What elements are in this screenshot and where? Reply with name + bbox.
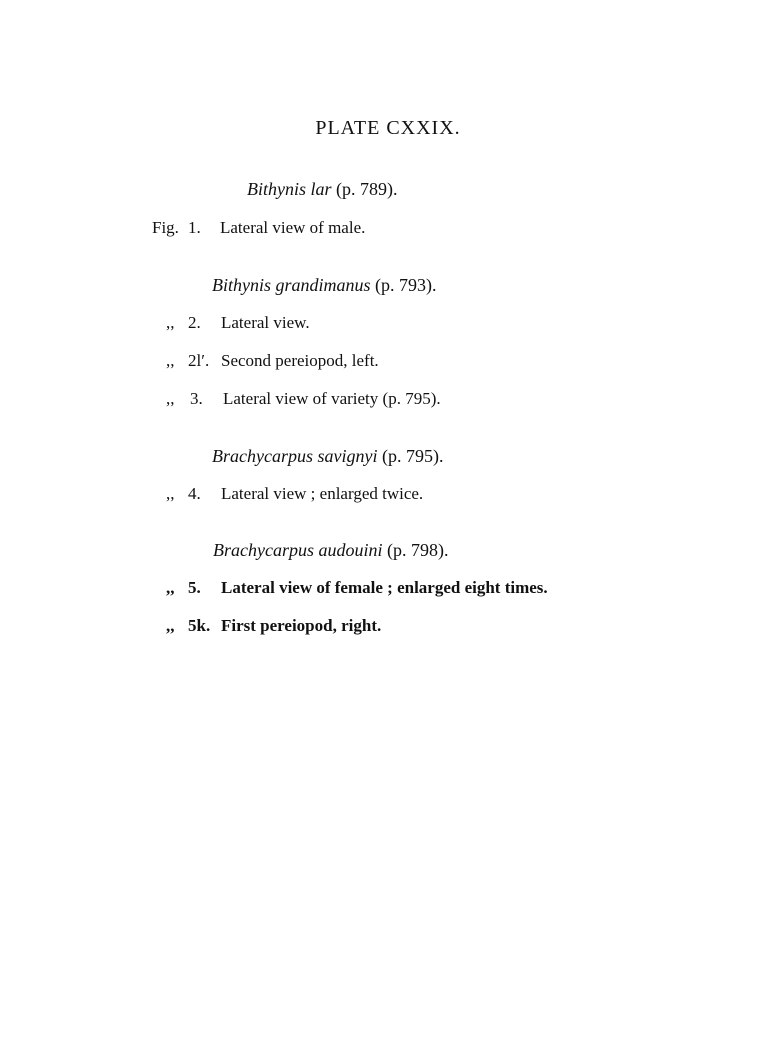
figure-number: 5. xyxy=(188,578,201,597)
figure-entry xyxy=(166,576,586,600)
figure-description: Lateral view of variety (p. 795). xyxy=(223,389,441,408)
figure-description: Lateral view. xyxy=(221,313,310,332)
page-reference: (p. 798). xyxy=(386,540,449,560)
species-heading xyxy=(212,275,437,296)
figure-description: First pereiopod, right. xyxy=(221,616,382,635)
figure-entry xyxy=(166,614,586,638)
species-heading xyxy=(212,446,443,467)
figure-number: 1. xyxy=(188,218,201,237)
figure-number: 3. xyxy=(190,389,203,408)
figure-entry xyxy=(166,311,566,335)
figure-prefix: ,, xyxy=(166,484,175,503)
species-heading xyxy=(247,179,398,200)
figure-prefix: ,, xyxy=(166,578,175,597)
figure-entry xyxy=(166,349,566,373)
figure-entry xyxy=(166,387,566,411)
figure-description: Lateral view of female ; enlarged eight times. xyxy=(221,578,548,597)
figure-number: 4. xyxy=(188,484,201,503)
species-name: Bithynis grandimanus xyxy=(212,275,371,295)
figure-prefix: ,, xyxy=(166,313,175,332)
figure-prefix: ,, xyxy=(166,351,175,370)
figure-entry xyxy=(152,216,552,240)
figure-prefix: ,, xyxy=(166,389,175,408)
page-reference: (p. 795). xyxy=(381,446,444,466)
figure-prefix: Fig. xyxy=(152,218,179,237)
figure-description: Lateral view of male. xyxy=(220,218,366,237)
figure-entry xyxy=(166,482,566,506)
figure-number: 2. xyxy=(188,313,201,332)
plate-title: PLATE CXXIX. xyxy=(315,117,461,139)
figure-number: 2l′. xyxy=(188,351,210,370)
figure-number: 5k. xyxy=(188,616,211,635)
figure-prefix: ,, xyxy=(166,616,175,635)
figure-description: Lateral view ; enlarged twice. xyxy=(221,484,424,503)
species-name: Brachycarpus audouini xyxy=(213,540,383,560)
species-name: Bithynis lar xyxy=(247,179,332,199)
species-heading xyxy=(213,540,448,561)
figure-description: Second pereiopod, left. xyxy=(221,351,379,370)
page-reference: (p. 789). xyxy=(336,179,398,199)
species-name: Brachycarpus savignyi xyxy=(212,446,378,466)
page-reference: (p. 793). xyxy=(375,275,437,295)
